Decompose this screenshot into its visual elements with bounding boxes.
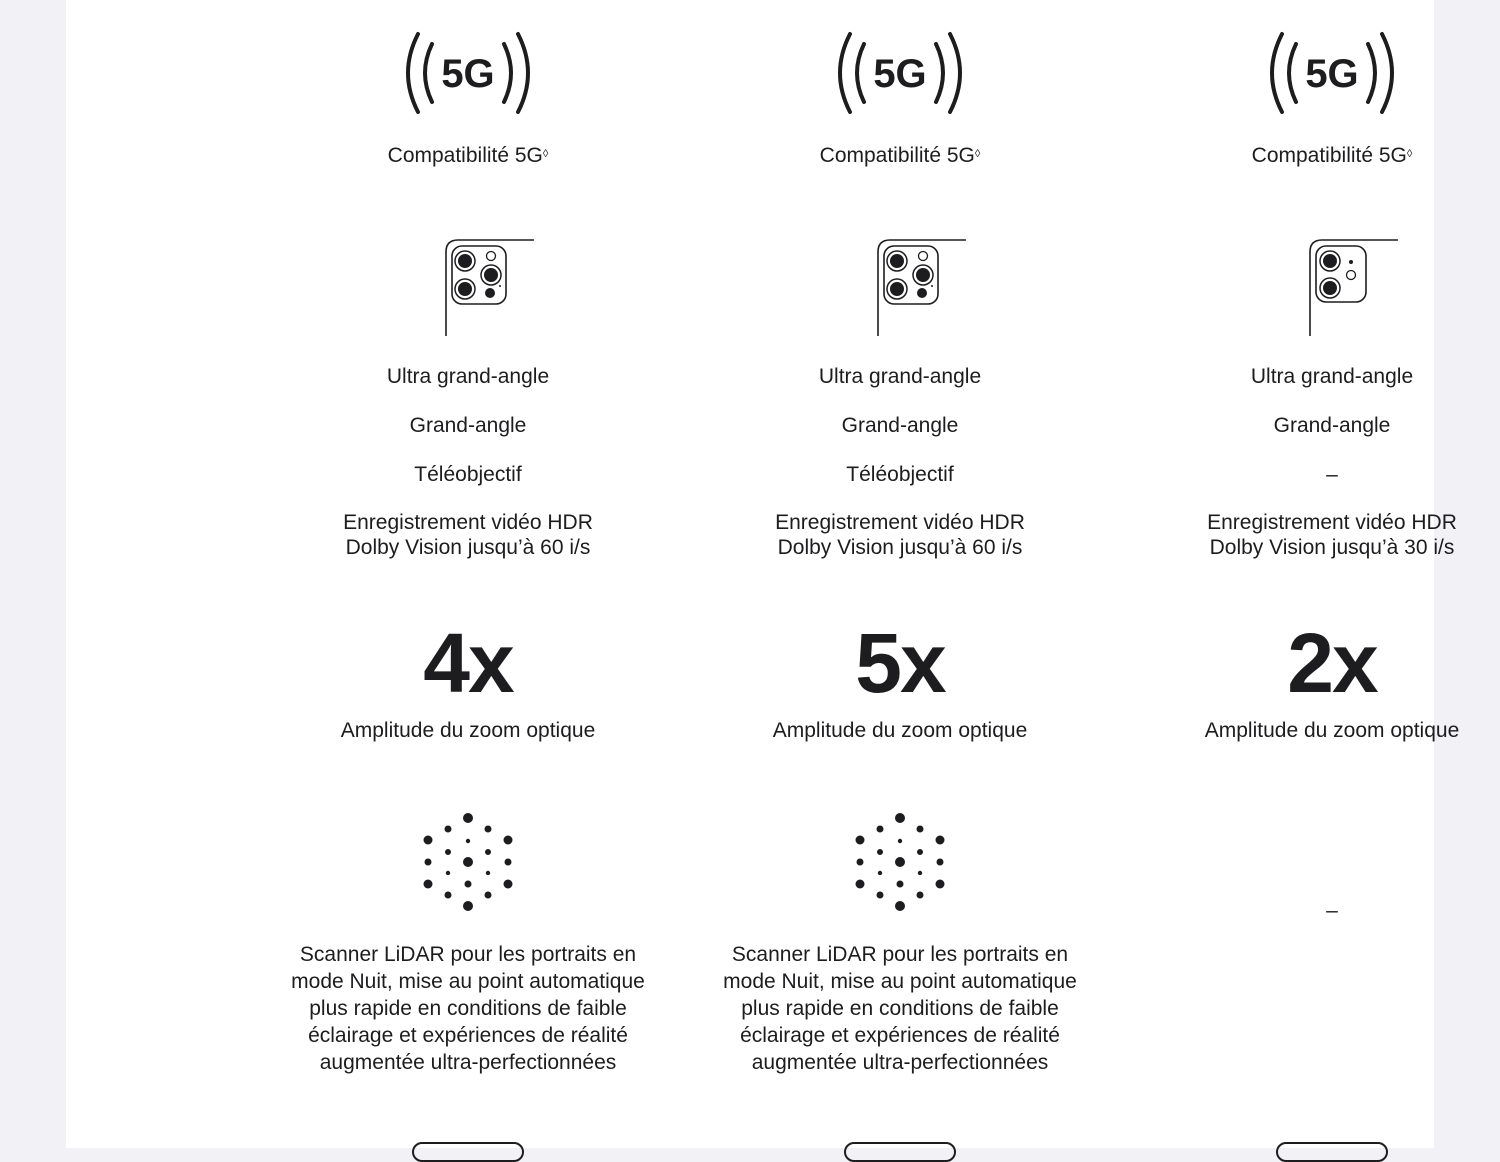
lidar-dot: [895, 813, 905, 823]
hdr-line-1: Enregistrement vidéo HDR: [775, 511, 1025, 534]
5g-compat-label: Compatibilité 5G: [387, 144, 543, 167]
lidar-line: plus rapide en conditions de faible: [309, 997, 627, 1020]
lidar-dot: [898, 839, 902, 843]
lidar-dot: [463, 813, 473, 823]
model-column-3: [1116, 0, 1500, 1148]
model-column-1: [252, 0, 684, 1148]
optical-zoom-label: Amplitude du zoom optique: [340, 719, 596, 742]
hdr-video-text: [684, 510, 1116, 560]
lidar-dot: [936, 836, 945, 845]
lidar-dot: [856, 836, 865, 845]
lidar-dot: [486, 871, 490, 875]
5g-icon: [1116, 28, 1500, 118]
5g-compat-text: [684, 143, 1116, 168]
lidar-dot: [485, 849, 491, 855]
lidar-dot: [917, 892, 924, 899]
optical-zoom-label: Amplitude du zoom optique: [772, 719, 1028, 742]
lidar-line: Scanner LiDAR pour les portraits en: [299, 943, 637, 966]
hdr-video-text: [1116, 510, 1500, 560]
lidar-dot: [463, 901, 473, 911]
lidar-dot: [856, 880, 865, 889]
telephoto-label: Téléobjectif: [414, 463, 522, 486]
5g-icon: [252, 28, 684, 118]
lidar-dot: [505, 859, 512, 866]
wide-label: Grand-angle: [841, 414, 959, 437]
5g-icon-label: 5G: [441, 52, 495, 96]
lidar-dot: [878, 871, 882, 875]
lidar-icon: [252, 812, 684, 916]
5g-compat-text: [1116, 143, 1500, 168]
hdr-line-1: Enregistrement vidéo HDR: [1207, 511, 1457, 534]
5g-icon: [684, 28, 1116, 118]
lidar-dot: [877, 826, 884, 833]
wide-label: Grand-angle: [1273, 414, 1391, 437]
footnote-mark: ◊: [974, 148, 981, 160]
lidar-dot: [424, 836, 433, 845]
lidar-dot: [895, 901, 905, 911]
optical-zoom-value: 4x: [423, 616, 513, 710]
model-column-2: [684, 0, 1116, 1148]
next-feature-icon: [1116, 1142, 1500, 1154]
next-feature-icon: [252, 1142, 684, 1154]
lidar-dot: [895, 857, 905, 867]
wide-label: Grand-angle: [409, 414, 527, 437]
lidar-dot: [936, 880, 945, 889]
lidar-line: éclairage et expériences de réalité: [308, 1024, 628, 1047]
lidar-dot: [504, 880, 513, 889]
lidar-line: augmentée ultra-perfectionnées: [751, 1051, 1049, 1074]
lidar-line: Scanner LiDAR pour les portraits en: [731, 943, 1069, 966]
lidar-dot: [466, 839, 470, 843]
lidar-dot: [504, 836, 513, 845]
hdr-line-2: Dolby Vision jusqu’à 60 i/s: [345, 536, 591, 559]
hdr-line-2: Dolby Vision jusqu’à 30 i/s: [1209, 536, 1455, 559]
lidar-dot: [917, 849, 923, 855]
5g-compat-label: Compatibilité 5G: [1251, 144, 1407, 167]
lidar-dot: [937, 859, 944, 866]
lidar-dot: [445, 892, 452, 899]
lidar-dot: [485, 892, 492, 899]
hdr-video-text: [252, 510, 684, 560]
lidar-dot: [918, 871, 922, 875]
dual-camera-icon: [1116, 238, 1500, 338]
lidar-dot: [446, 871, 450, 875]
5g-icon-label: 5G: [873, 52, 927, 96]
5g-compat-label: Compatibilité 5G: [819, 144, 975, 167]
optical-zoom-value: 5x: [855, 616, 945, 710]
ultra-wide-label: Ultra grand-angle: [386, 365, 550, 388]
lidar-line: plus rapide en conditions de faible: [741, 997, 1059, 1020]
optical-zoom-label: Amplitude du zoom optique: [1204, 719, 1460, 742]
lidar-dot: [917, 826, 924, 833]
lidar-dot: [463, 857, 473, 867]
lidar-line: mode Nuit, mise au point automatique: [291, 970, 645, 993]
telephoto-label: Téléobjectif: [846, 463, 954, 486]
lidar-line: éclairage et expériences de réalité: [740, 1024, 1060, 1047]
lidar-icon: [684, 812, 1116, 916]
footnote-mark: ◊: [1406, 148, 1413, 160]
5g-compat-text: [252, 143, 684, 168]
5g-icon-label: 5G: [1305, 52, 1359, 96]
telephoto-label: –: [1326, 463, 1338, 486]
footnote-mark: ◊: [542, 148, 549, 160]
lidar-dot: [465, 881, 472, 888]
lidar-dot: [445, 849, 451, 855]
lidar-unavailable-dash: –: [1326, 899, 1338, 922]
lidar-dot: [424, 880, 433, 889]
lidar-line: augmentée ultra-perfectionnées: [319, 1051, 617, 1074]
lidar-line: mode Nuit, mise au point automatique: [723, 970, 1077, 993]
lidar-dot: [445, 826, 452, 833]
optical-zoom-value: 2x: [1287, 616, 1377, 710]
lidar-dot: [857, 859, 864, 866]
lidar-dot: [897, 881, 904, 888]
ultra-wide-label: Ultra grand-angle: [1250, 365, 1414, 388]
triple-camera-lidar-icon: [252, 238, 684, 338]
lidar-description: [684, 941, 1116, 1076]
next-feature-icon: [684, 1142, 1116, 1154]
lidar-dot: [877, 849, 883, 855]
hdr-line-1: Enregistrement vidéo HDR: [343, 511, 593, 534]
triple-camera-lidar-icon: [684, 238, 1116, 338]
hdr-line-2: Dolby Vision jusqu’à 60 i/s: [777, 536, 1023, 559]
lidar-dot: [425, 859, 432, 866]
ultra-wide-label: Ultra grand-angle: [818, 365, 982, 388]
lidar-description: [252, 941, 684, 1076]
lidar-dot: [877, 892, 884, 899]
lidar-dot: [485, 826, 492, 833]
